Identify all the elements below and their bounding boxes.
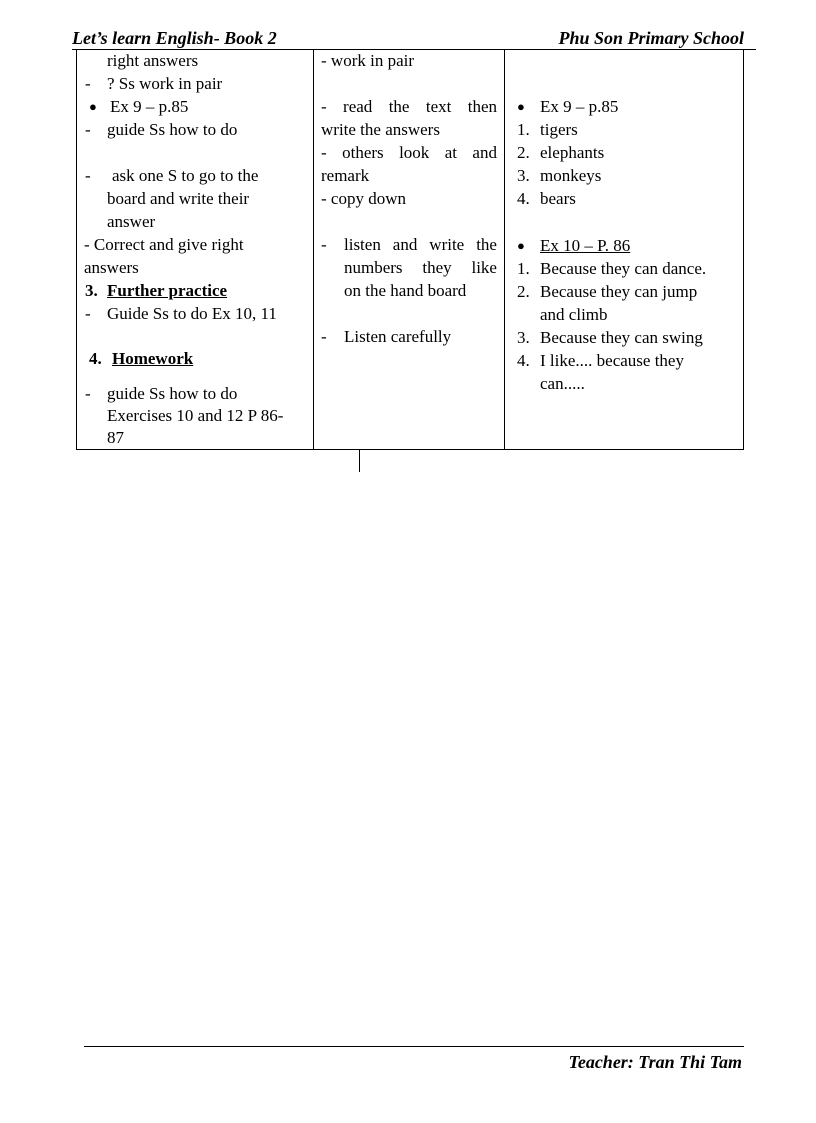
dash-bullet: ‐: [85, 74, 91, 93]
header-school-name: Phu Son Primary School: [558, 28, 744, 48]
list-item: tigers: [540, 120, 578, 139]
col1-line: Ex 9 – p.85: [110, 97, 189, 116]
footer-teacher-name: Teacher: Tran Thi Tam: [568, 1052, 742, 1072]
list-number: 4.: [517, 189, 530, 208]
bullet-icon: ●: [517, 99, 525, 114]
col2-line: Listen carefully: [344, 327, 452, 346]
dash-bullet: ‐: [85, 166, 91, 185]
col1-line: answers: [84, 258, 139, 277]
list-item: bears: [540, 189, 576, 208]
column-divider: [504, 50, 505, 449]
list-number: 1.: [517, 120, 530, 139]
exercise-heading: Ex 10 – P. 86: [540, 236, 631, 255]
col1-line: ? Ss work in pair: [107, 74, 223, 93]
list-item: Because they can swing: [540, 328, 703, 347]
list-number: 1.: [517, 259, 530, 278]
list-number: 3.: [517, 166, 530, 185]
col1-line: right answers: [107, 51, 199, 70]
header-book-title: Let’s learn English- Book 2: [72, 28, 277, 48]
list-item-continued: and climb: [540, 305, 608, 324]
col2-line: - work in pair: [321, 51, 415, 70]
col1-line: 87: [107, 428, 124, 447]
col2-line: on the hand board: [344, 281, 467, 300]
bullet-icon: ●: [517, 238, 525, 253]
dash-bullet: ‐: [85, 384, 91, 403]
list-item: elephants: [540, 143, 605, 162]
footer-rule: [84, 1046, 744, 1047]
dash-bullet: ‐: [85, 120, 91, 139]
section-heading-further-practice: Further practice: [107, 281, 228, 300]
col2-line: remark: [321, 166, 370, 185]
col2-line: write the answers: [321, 120, 440, 139]
section-number: 3.: [85, 281, 98, 300]
col2-justified-line: - others look at and: [321, 143, 497, 162]
lesson-table: [76, 50, 744, 450]
col1-line: Guide Ss to do Ex 10, 11: [107, 304, 277, 323]
list-item: Because they can jump: [540, 282, 698, 301]
section-heading-homework: Homework: [112, 349, 194, 368]
dash-bullet: ‐: [321, 327, 327, 346]
col1-line: answer: [107, 212, 156, 231]
table-stub-line: [359, 450, 360, 472]
col1-line: guide Ss how to do: [107, 384, 238, 403]
dash-bullet: ‐: [321, 235, 327, 254]
col2-line: - copy down: [321, 189, 406, 208]
list-item: I like.... because they: [540, 351, 684, 370]
col1-line: ask one S to go to the: [112, 166, 259, 185]
section-number: 4.: [89, 349, 102, 368]
list-item: Because they can dance.: [540, 259, 707, 278]
col2-justified-line: - read the text then: [321, 97, 497, 116]
col1-line: board and write their: [107, 189, 250, 208]
col1-line: Exercises 10 and 12 P 86-: [107, 406, 284, 425]
column-divider: [313, 50, 314, 449]
list-number: 3.: [517, 328, 530, 347]
list-number: 2.: [517, 143, 530, 162]
col2-justified-line: listen and write the: [344, 235, 497, 254]
list-number: 2.: [517, 282, 530, 301]
list-item: monkeys: [540, 166, 602, 185]
dash-bullet: ‐: [85, 304, 91, 323]
col1-line: guide Ss how to do: [107, 120, 238, 139]
list-item-continued: can.....: [540, 374, 585, 393]
list-number: 4.: [517, 351, 530, 370]
exercise-heading: Ex 9 – p.85: [540, 97, 619, 116]
col1-line: - Correct and give right: [84, 235, 244, 254]
bullet-icon: ●: [89, 99, 97, 114]
col2-justified-line: numbers they like: [344, 258, 497, 277]
